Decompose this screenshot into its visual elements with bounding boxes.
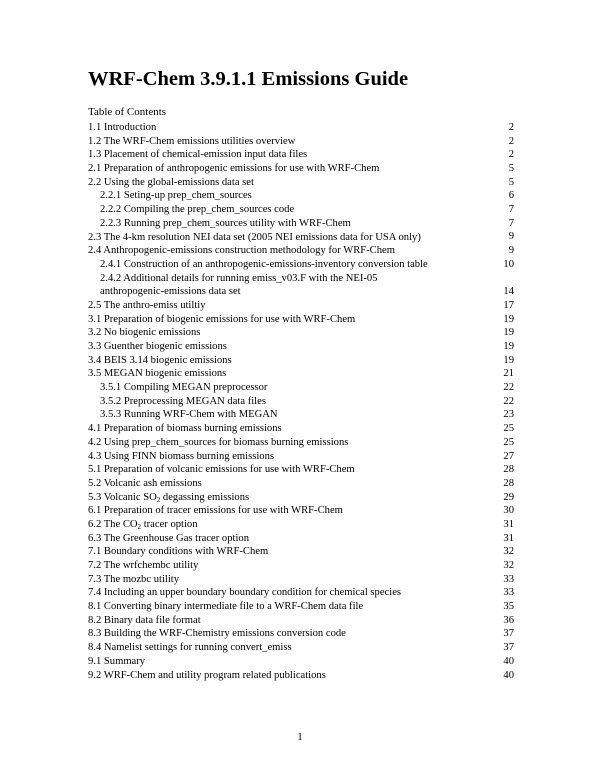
toc-entry[interactable] <box>88 669 514 683</box>
toc-entry[interactable] <box>88 641 514 655</box>
toc-entry[interactable] <box>88 450 514 464</box>
toc-entry-text: 7.1 Boundary conditions with WRF-Chem <box>88 546 269 558</box>
toc-entry[interactable] <box>88 148 514 162</box>
toc-entry-label <box>88 381 514 395</box>
toc-entry-text-after: tracer option <box>141 518 198 530</box>
toc-entry[interactable] <box>88 231 514 245</box>
toc-entry-label <box>88 367 514 381</box>
toc-entry-label <box>88 408 514 422</box>
toc-entry-label <box>88 121 514 135</box>
toc-entry[interactable] <box>88 600 514 614</box>
toc-entry[interactable] <box>88 299 514 313</box>
toc-entry-label <box>88 299 514 313</box>
toc-entry-text: 8.2 Binary data file format <box>88 614 201 626</box>
toc-entry-label <box>88 518 514 532</box>
toc-entry-page: 25 <box>503 436 514 448</box>
toc-entry[interactable] <box>88 559 514 573</box>
toc-entry-label <box>88 450 514 464</box>
toc-entry[interactable] <box>88 395 514 409</box>
toc-entry[interactable] <box>88 258 514 272</box>
toc-entry-text: 5.1 Preparation of volcanic emissions for use with WRF-Chem <box>88 464 355 476</box>
toc-entry-page: 2 <box>508 135 514 147</box>
toc-entry-page: 7 <box>508 204 514 216</box>
toc-entry-text: 5.3 Volcanic SO <box>88 491 157 503</box>
toc-entry-text: 2.4 Anthropogenic-emissions construction methodology for WRF-Chem <box>88 245 395 257</box>
toc-entry-text: 3.4 BEIS 3.14 biogenic emissions <box>88 354 232 366</box>
toc-entry-page: 5 <box>508 176 514 188</box>
toc-entry-label <box>88 258 514 272</box>
toc-entry-text: 1.2 The WRF-Chem emissions utilities overview <box>88 135 296 147</box>
toc-entry-page: 6 <box>508 190 514 202</box>
toc-entry[interactable] <box>88 586 514 600</box>
toc-entry-text: 7.3 The mozbc utility <box>88 573 180 585</box>
toc-entry-page: 36 <box>503 614 514 626</box>
toc-entry-label <box>88 272 514 286</box>
toc-entry-text: 2.2.3 Running prep_chem_sources utility with WRF-Chem <box>100 217 351 229</box>
toc-entry-text: 9.1 Summary <box>88 655 146 667</box>
toc-entry-text: 6.3 The Greenhouse Gas tracer option <box>88 532 250 544</box>
toc-entry-label <box>88 313 514 327</box>
toc-entry-page: 23 <box>503 409 514 421</box>
toc-entry-text: 7.4 Including an upper boundary boundary condition for chemical species <box>88 587 402 599</box>
toc-entry-text-after: degassing emissions <box>160 491 250 503</box>
toc-entry-label <box>88 217 514 231</box>
toc-entry[interactable] <box>88 491 514 505</box>
toc-entry[interactable] <box>88 408 514 422</box>
toc-entry-page: 29 <box>503 491 514 503</box>
toc-entry[interactable] <box>88 121 514 135</box>
toc-entry[interactable] <box>88 422 514 436</box>
toc-entry-label <box>88 244 514 258</box>
toc-entry-page: 40 <box>503 655 514 667</box>
toc-entry-text: 8.4 Namelist settings for running convert_emiss <box>88 642 292 654</box>
toc-entry-page: 2 <box>508 149 514 161</box>
toc-entry[interactable] <box>88 272 514 299</box>
toc-entry-page: 19 <box>503 341 514 352</box>
toc-entry-label <box>88 436 514 450</box>
toc-entry-label <box>88 477 514 491</box>
toc-entry[interactable] <box>88 176 514 190</box>
toc-entry-text: 8.3 Building the WRF-Chemistry emissions conversion code <box>88 628 346 640</box>
toc-entry-text: 2.2.2 Compiling the prep_chem_sources code <box>100 204 295 216</box>
toc-entry-text: 3.2 No biogenic emissions <box>88 327 201 339</box>
toc-entry[interactable] <box>88 477 514 491</box>
toc-entry-text: 6.1 Preparation of tracer emissions for use with WRF-Chem <box>88 505 343 517</box>
toc-entry-label <box>88 148 514 162</box>
toc-entry-label <box>88 532 514 546</box>
toc-entry-page: 21 <box>503 368 514 380</box>
toc-entry[interactable] <box>88 545 514 559</box>
toc-entry-page: 37 <box>503 628 514 640</box>
toc-entry[interactable] <box>88 381 514 395</box>
toc-entry-text: 1.3 Placement of chemical-emission input data files <box>88 149 308 161</box>
toc-entry-text: 6.2 The CO <box>88 518 138 530</box>
toc-entry-text: 2.2 Using the global-emissions data set <box>88 176 254 188</box>
toc-entry-page: 33 <box>503 587 514 599</box>
toc-entry-page: 32 <box>503 546 514 558</box>
toc-entry-page: 5 <box>508 163 514 175</box>
toc-entry-label <box>88 135 514 149</box>
toc-entry[interactable] <box>88 326 514 340</box>
toc-entry-page: 28 <box>503 477 514 489</box>
toc-entry[interactable] <box>88 203 514 217</box>
toc-entry[interactable] <box>88 217 514 231</box>
toc-entry[interactable] <box>88 135 514 149</box>
toc-entry-page: 19 <box>503 327 514 339</box>
toc-entry-text: 1.1 Introduction <box>88 122 157 133</box>
toc-entry-page: 32 <box>503 560 514 571</box>
toc-entry[interactable] <box>88 655 514 669</box>
toc-entry-text: 2.1 Preparation of anthropogenic emissions for use with WRF-Chem <box>88 163 380 175</box>
toc-entry-page: 22 <box>503 395 514 407</box>
toc-entry-label <box>88 669 514 683</box>
toc-entry-page: 19 <box>503 354 514 366</box>
toc-entry-page: 17 <box>503 299 514 311</box>
toc-entry-label <box>88 340 514 354</box>
toc-entry-label <box>88 162 514 176</box>
toc-entry-text: 5.2 Volcanic ash emissions <box>88 477 202 489</box>
toc-entry[interactable] <box>88 532 514 546</box>
toc-entry-text: 3.5.1 Compiling MEGAN preprocessor <box>100 382 268 394</box>
toc-entry-label <box>88 326 514 340</box>
toc-entry-page: 7 <box>508 217 514 229</box>
table-of-contents <box>88 121 514 682</box>
toc-entry-page: 31 <box>503 532 514 544</box>
toc-entry-page: 22 <box>503 382 514 394</box>
toc-entry-label <box>88 176 514 190</box>
toc-entry-label <box>88 463 514 477</box>
toc-entry[interactable] <box>88 313 514 327</box>
toc-entry-text: 3.5 MEGAN biogenic emissions <box>88 368 227 380</box>
toc-entry-page: 10 <box>503 258 514 270</box>
toc-entry-label <box>88 545 514 559</box>
toc-entry-page: 25 <box>503 423 514 435</box>
toc-entry[interactable] <box>88 162 514 176</box>
toc-entry-page: 9 <box>508 231 514 243</box>
toc-entry-text: 8.1 Converting binary intermediate file to a WRF-Chem data file <box>88 601 364 613</box>
toc-entry-page: 27 <box>503 450 514 462</box>
toc-entry-label <box>88 573 514 587</box>
toc-entry-page: 30 <box>503 505 514 517</box>
toc-entry-label <box>88 491 514 505</box>
toc-entry[interactable] <box>88 463 514 477</box>
toc-entry-label <box>88 627 514 641</box>
toc-entry-label <box>88 354 514 368</box>
toc-entry-text: 3.3 Guenther biogenic emissions <box>88 341 227 353</box>
toc-entry-page: 28 <box>503 464 514 476</box>
subscript: 2 <box>156 495 161 504</box>
toc-entry[interactable] <box>88 244 514 258</box>
toc-entry-page: 9 <box>508 245 514 257</box>
toc-entry[interactable] <box>88 573 514 587</box>
toc-entry-label <box>88 641 514 655</box>
toc-entry-label <box>88 189 514 203</box>
subscript: 2 <box>137 522 142 531</box>
toc-entry[interactable] <box>88 627 514 641</box>
toc-entry-label <box>88 422 514 436</box>
toc-entry-label <box>88 586 514 600</box>
toc-entry-label <box>88 395 514 409</box>
toc-entry-text: 2.3 The 4-km resolution NEI data set (2005 NEI emissions data for USA only) <box>88 231 421 243</box>
toc-entry-label-continuation: anthropogenic-emissions data set <box>100 286 241 298</box>
toc-entry[interactable] <box>88 518 514 532</box>
toc-entry[interactable] <box>88 189 514 203</box>
toc-entry-text: 7.2 The wrfchembc utility <box>88 560 199 572</box>
toc-entry[interactable] <box>88 614 514 628</box>
toc-entry-label <box>88 231 514 245</box>
toc-entry-page: 14 <box>503 286 514 298</box>
toc-entry-page: 2 <box>508 121 514 133</box>
toc-entry-label <box>88 655 514 669</box>
toc-entry-page: 19 <box>503 313 514 325</box>
toc-entry-text: 3.5.3 Running WRF-Chem with MEGAN <box>100 409 278 421</box>
toc-entry-text: 2.4.2 Additional details for running emiss_v03.F with the NEI-05 <box>100 272 378 284</box>
toc-entry-text: 3.1 Preparation of biogenic emissions for use with WRF-Chem <box>88 313 356 325</box>
toc-entry-text: 9.2 WRF-Chem and utility program related publications <box>88 669 326 681</box>
toc-heading: Table of Contents <box>88 106 167 118</box>
toc-entry-label <box>88 203 514 217</box>
toc-entry-text: 2.2.1 Seting-up prep_chem_sources <box>100 190 252 202</box>
toc-entry-text: 3.5.2 Preprocessing MEGAN data files <box>100 395 266 407</box>
toc-entry-page: 37 <box>503 642 514 654</box>
toc-entry-label <box>88 559 514 573</box>
toc-entry-page: 31 <box>503 518 514 530</box>
toc-entry-label <box>88 614 514 628</box>
document-title: WRF-Chem 3.9.1.1 Emissions Guide <box>88 68 409 90</box>
toc-entry-text: 2.4.1 Construction of an anthropogenic-emissions-inventory conversion table <box>100 258 428 270</box>
toc-entry-page: 33 <box>503 573 514 585</box>
toc-entry[interactable] <box>88 340 514 354</box>
toc-entry-page: 35 <box>503 601 514 613</box>
toc-entry-text: 4.3 Using FINN biomass burning emissions <box>88 450 274 462</box>
toc-entry-label <box>88 600 514 614</box>
toc-entry-text: 4.1 Preparation of biomass burning emissions <box>88 423 282 435</box>
toc-entry-label <box>88 504 514 518</box>
page-number: 1 <box>297 731 303 743</box>
toc-entry[interactable] <box>88 354 514 368</box>
toc-entry-text: 2.5 The anthro-emiss utiltiy <box>88 299 206 311</box>
toc-entry[interactable] <box>88 504 514 518</box>
toc-entry-text: 4.2 Using prep_chem_sources for biomass burning emissions <box>88 436 349 448</box>
toc-entry[interactable] <box>88 367 514 381</box>
toc-entry-page: 40 <box>503 669 514 681</box>
toc-entry[interactable] <box>88 436 514 450</box>
